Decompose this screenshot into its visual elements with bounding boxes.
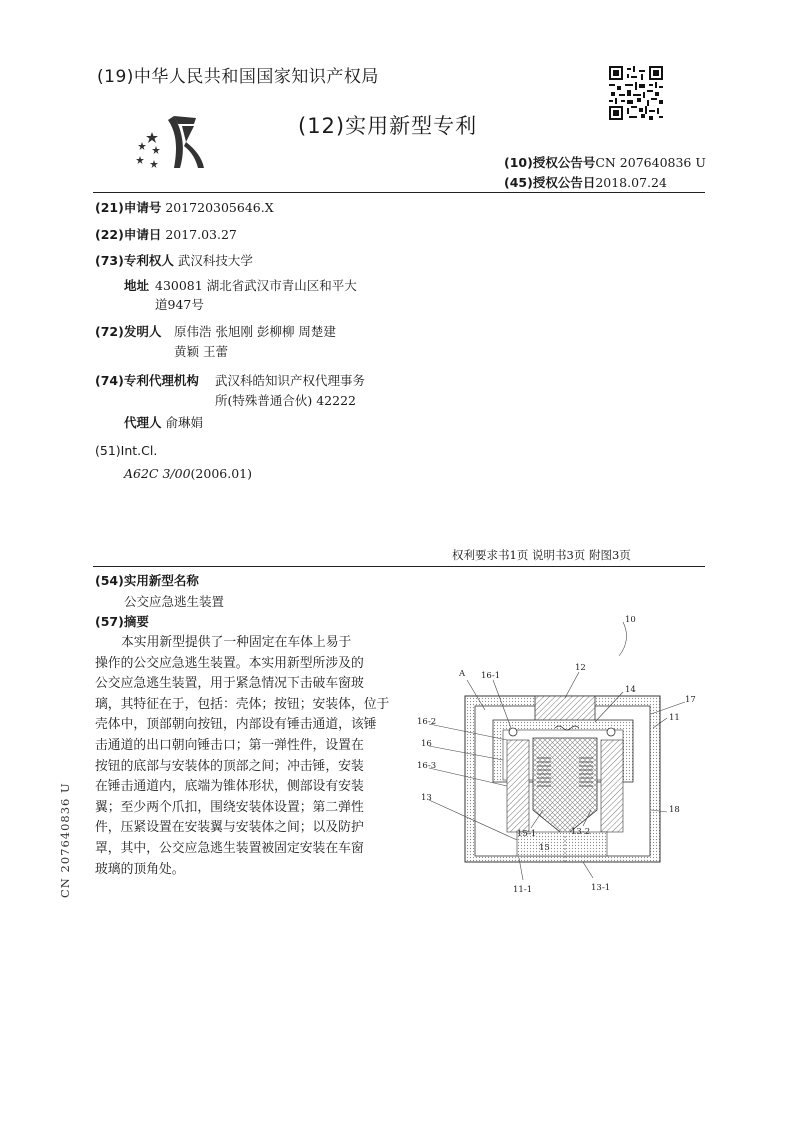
utility-model-title: 公交应急逃生装置 [124, 594, 225, 609]
abstract-line: 公交应急逃生装置，用于紧急情况下击破车窗玻 [95, 676, 364, 692]
fig-label: 16 [421, 739, 432, 749]
intcl-field [124, 465, 252, 483]
abstract-figure [415, 610, 705, 910]
fig-label: 16-2 [417, 717, 437, 727]
agency-line-1: 武汉科皓知识产权代理事务 [215, 373, 366, 388]
abstract-line: 罩，其中，公交应急逃生装置被固定安装在车窗 [95, 840, 364, 856]
patent-type: (12)实用新型专利 [298, 114, 478, 138]
intcl-code: A62C 3/00 [124, 466, 191, 481]
cnipa-logo [130, 112, 215, 174]
fig-label: 16-1 [481, 671, 501, 681]
side-pub-number: CN 207640836 U [58, 782, 72, 898]
abstract-line: 按钮的底部与安装体的顶部之间；冲击锤，安装 [95, 758, 364, 774]
fig-label: 13 [421, 793, 432, 803]
inventors-line-1: 原伟浩 张旭刚 彭柳柳 周楚建 [174, 324, 336, 339]
patentee-label: (73)专利权人 [95, 253, 174, 268]
fig-label: A [459, 669, 466, 679]
inventors-label: (72)发明人 [95, 324, 162, 339]
app-date-label: (22)申请日 [95, 227, 162, 242]
fig-label: 15-1 [517, 829, 537, 839]
abstract-line: 璃，其特征在于，包括：壳体；按钮；安装体，位于 [95, 696, 390, 712]
qr-code [609, 66, 663, 120]
intcl-label: (51)Int.Cl. [95, 443, 158, 458]
agency-line-2: 所(特殊普通合伙) 42222 [215, 393, 356, 408]
abstract-line: 本实用新型提供了一种固定在车体上易于 [121, 635, 352, 650]
fig-label: 13-2 [571, 827, 591, 837]
fig-label: 16-3 [417, 761, 437, 771]
fig-label: 13-1 [591, 883, 611, 893]
abstract-label: (57)摘要 [95, 614, 149, 629]
abstract-divider [93, 566, 705, 567]
fig-label: 12 [575, 663, 586, 673]
abstract-line: 壳体中，顶部朝向按钮，内部设有锤击通道，该锤 [95, 717, 377, 733]
pub-number-label: (10)授权公告号 [504, 155, 596, 170]
pub-number-row [504, 153, 706, 171]
abstract-line: 翼；至少两个爪扣，围绕安装体设置；第二弹性 [95, 799, 364, 815]
abstract-line: 件，压紧设置在安装翼与安装体之间；以及防护 [95, 820, 364, 836]
page-counts: 权利要求书1页 说明书3页 附图3页 [452, 548, 631, 562]
fig-label: 10 [625, 615, 636, 625]
fig-label: 18 [669, 805, 680, 815]
fig-label: 17 [685, 695, 696, 705]
abstract-line: 操作的公交应急逃生装置。本实用新型所涉及的 [95, 655, 364, 671]
agency-label: (74)专利代理机构 [95, 373, 199, 388]
app-date-field [95, 226, 237, 244]
agent: 俞琳娟 [165, 415, 204, 430]
agent-field [124, 414, 203, 432]
agent-label: 代理人 [124, 415, 162, 430]
intcl-year: (2006.01) [190, 466, 252, 481]
app-number: 201720305646.X [165, 200, 274, 215]
app-number-field [95, 199, 274, 217]
pub-number: CN 207640836 U [595, 155, 706, 170]
abstract-body [95, 633, 390, 880]
app-date: 2017.03.27 [165, 227, 237, 242]
address-line-1: 430081 湖北省武汉市青山区和平大 [155, 278, 357, 293]
address-label: 地址 [124, 278, 150, 293]
abstract-line: 玻璃的顶角处。 [95, 861, 185, 877]
app-number-label: (21)申请号 [95, 200, 162, 215]
pub-date-label: (45)授权公告日 [504, 175, 596, 190]
office-name: (19)中华人民共和国国家知识产权局 [97, 67, 379, 87]
patentee-field [95, 252, 253, 270]
pub-date-row [504, 173, 667, 191]
inventors-line-2: 黄颖 王蕾 [174, 344, 228, 359]
fig-label: 11 [669, 713, 680, 723]
abstract-line: 在锤击通道内，底端为锥体形状，侧部设有安装 [95, 779, 364, 795]
title-label: (54)实用新型名称 [95, 573, 199, 588]
pub-date: 2018.07.24 [595, 175, 667, 190]
patentee: 武汉科技大学 [177, 253, 253, 268]
header-divider [93, 192, 705, 193]
fig-label: 11-1 [513, 885, 533, 895]
address-line-2: 道947号 [155, 297, 204, 312]
fig-label: 15 [539, 843, 550, 853]
fig-label: 14 [625, 685, 636, 695]
abstract-line: 击通道的出口朝向锤击口；第一弹性件，设置在 [95, 737, 364, 753]
